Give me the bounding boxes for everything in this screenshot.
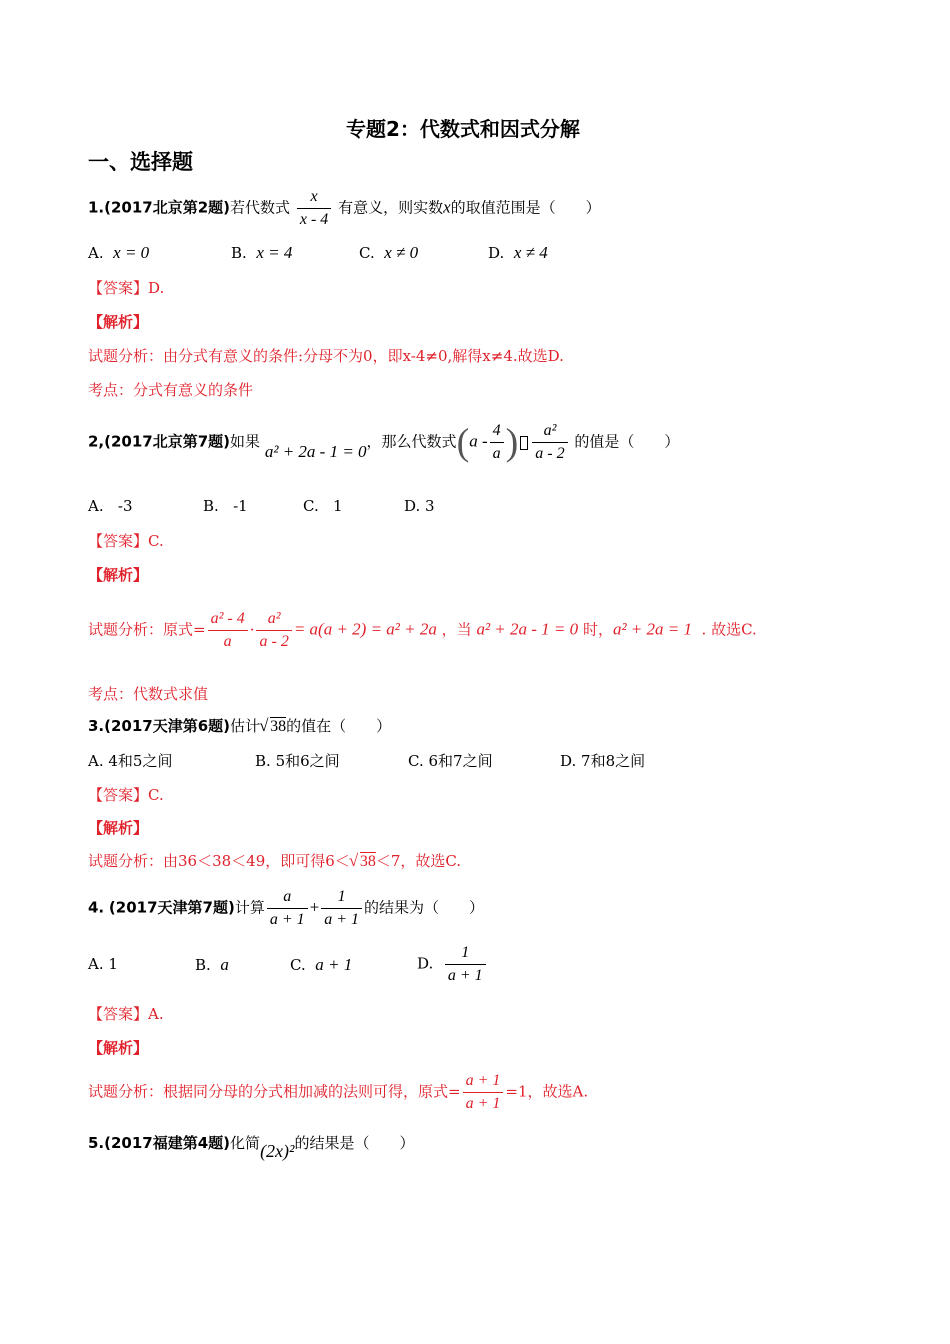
q3-jiexi: 【解析】 — [88, 819, 149, 837]
q3-option-a: A. 4和5之间 — [88, 752, 173, 770]
fraction: $\frac{\text{a²}}{a - 2}$ — [532, 420, 567, 465]
q2-option-c: C. 1 — [303, 497, 343, 515]
fraction: $\frac{1}{a + 1}$ — [321, 886, 362, 931]
question-number: 1. — [88, 198, 105, 217]
question-3: 3.(2017天津第6题)估计√ 38的值在（ ） — [88, 715, 391, 736]
question-source: (2017北京第2题) — [104, 198, 231, 217]
square-root: √ 38 — [350, 853, 376, 871]
q4-option-a: A. 1 — [88, 955, 118, 973]
q2-option-d: D. 3 — [404, 497, 435, 515]
q1-option-d: D. x ≠ 4 — [488, 243, 548, 262]
fraction: $\frac{a + 1}{a + 1}$ — [463, 1070, 504, 1115]
fraction: $\frac{\text{a²}}{a - 2}$ — [256, 608, 291, 653]
q4-option-b: B. a — [195, 955, 229, 974]
q1-kaodian: 考点：分式有意义的条件 — [88, 381, 254, 399]
q1-option-b: B. x = 4 — [231, 243, 293, 262]
question-number: 3. — [88, 717, 105, 735]
placeholder-box — [520, 436, 528, 450]
question-number: 4. — [88, 898, 105, 917]
condition-equation: a² + 2a - 1 = 0 — [264, 441, 367, 461]
question-source: (2017福建第4题) — [104, 1134, 231, 1152]
q1-analysis: 试题分析：由分式有意义的条件:分母不为0，即x-4≠0,解得x≠4.故选D. — [88, 347, 564, 365]
fraction: $\frac{a}{a + 1}$ — [267, 886, 308, 931]
q1-answer: 【答案】D. — [88, 279, 165, 297]
fraction: $\frac{4}{a}$ — [490, 420, 504, 465]
q3-answer: 【答案】C. — [88, 786, 164, 804]
question-number: 5. — [88, 1134, 105, 1152]
q2-jiexi: 【解析】 — [88, 566, 149, 584]
question-5: 5.(2017福建第4题)化简(2x)²的结果是（ ） — [88, 1134, 415, 1161]
q3-option-b: B. 5和6之间 — [255, 752, 340, 770]
question-source: (2017天津第7题) — [108, 898, 235, 917]
q4-option-d: D. $\frac{1}{a + 1}$ — [417, 942, 488, 987]
q3-option-c: C. 6和7之间 — [408, 752, 493, 770]
q1-jiexi: 【解析】 — [88, 313, 149, 331]
q4-jiexi: 【解析】 — [88, 1039, 149, 1057]
fraction: $\frac{1}{a + 1}$ — [445, 942, 486, 987]
q2-analysis: 试题分析：原式= $\frac{\text{a² - 4}}{a}$ · $\frac{\text{a²}}{a - 2}$ = a(a + 2) = a² + 2a ，当 a² + 2a - 1 = 0 时，a² + 2a = 1 . 故选C. — [88, 608, 757, 653]
page-title: 专题2：代数式和因式分解 — [346, 117, 580, 141]
q3-option-d: D. 7和8之间 — [560, 752, 646, 770]
q2-answer: 【答案】C. — [88, 532, 164, 550]
square-root: √ 38 — [260, 718, 286, 736]
q3-analysis: 试题分析：由36＜38＜49，即可得6＜√ 38＜7，故选C. — [88, 850, 461, 871]
q4-option-c: C. a + 1 — [290, 955, 353, 974]
question-1: 1.(2017北京第2题)若代数式 $\frac{x}{x - 4}$ 有意义，则实数x的取值范围是（ ） — [88, 186, 601, 231]
q4-answer: 【答案】A. — [88, 1005, 164, 1023]
q4-analysis: 试题分析：根据同分母的分式相加减的法则可得，原式= $\frac{a + 1}{a + 1}$ =1，故选A. — [88, 1070, 588, 1115]
fraction: $\frac{x}{x - 4}$ — [297, 186, 331, 231]
question-source: (2017天津第6题) — [104, 717, 231, 735]
q1-option-a: A. x = 0 — [88, 243, 150, 262]
q2-kaodian: 考点：代数式求值 — [88, 685, 209, 703]
question-4: 4. (2017天津第7题)计算 $\frac{a}{a + 1}$ + $\frac{1}{a + 1}$ 的结果为（ ） — [88, 886, 484, 931]
q1-option-c: C. x ≠ 0 — [359, 243, 419, 262]
question-source: (2017北京第7题) — [104, 432, 231, 451]
q2-option-a: A. -3 — [88, 497, 133, 515]
section-heading: 一、选择题 — [88, 150, 193, 174]
question-number: 2, — [88, 432, 105, 451]
q2-option-b: B. -1 — [203, 497, 248, 515]
question-2: 2,(2017北京第7题)如果 a² + 2a - 1 = 0，那么代数式(a - $\frac{4}{a}$ ) $\frac{\text{a²}}{a - 2}$ 的值是（ ） — [88, 421, 680, 464]
fraction: $\frac{\text{a² - 4}}{a}$ — [208, 608, 248, 653]
